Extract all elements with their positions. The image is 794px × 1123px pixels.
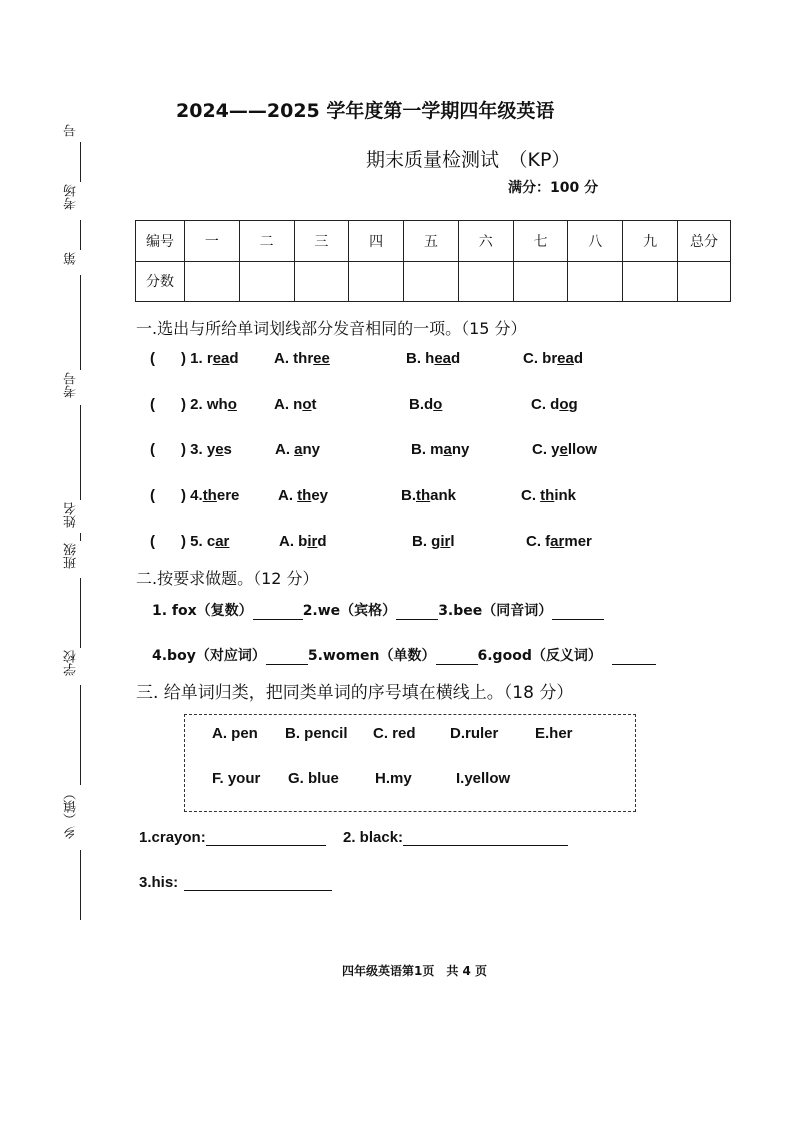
word-bank-item: H.my xyxy=(375,770,412,787)
question-number: ) 2. xyxy=(181,396,203,413)
side-line xyxy=(80,142,81,182)
table-cell: 一 xyxy=(185,221,240,262)
option-underlined-part: th xyxy=(540,487,555,504)
word-underlined-part: e xyxy=(215,441,224,458)
answer-blank[interactable] xyxy=(184,876,332,891)
page-footer: 四年级英语第1页 共 4 页 xyxy=(342,964,488,978)
score-table xyxy=(135,220,731,302)
table-cell: 五 xyxy=(404,221,459,262)
side-label-kaochang: 考场 xyxy=(64,184,79,210)
word-bank-item: A. pen xyxy=(212,725,258,742)
table-cell: 九 xyxy=(623,221,678,262)
option-part: l xyxy=(450,533,455,550)
option-part: ny xyxy=(451,441,470,458)
word-part: y xyxy=(206,441,216,458)
option-part: B.d xyxy=(409,396,434,413)
option-underlined-part: ee xyxy=(313,350,330,367)
option-part: A. thr xyxy=(274,350,314,367)
word-underlined-part: o xyxy=(227,396,237,413)
table-cell: 六 xyxy=(458,221,513,262)
option-underlined-part: ir xyxy=(307,533,318,550)
question-label: 4.boy（对应词） xyxy=(152,648,266,664)
section2-row1 xyxy=(152,600,604,620)
classify-label: 2. black: xyxy=(343,829,404,846)
option-part: t xyxy=(311,396,317,413)
option-c xyxy=(532,441,597,458)
option-a xyxy=(274,350,330,367)
option-part: A. b xyxy=(279,533,308,550)
side-label-xingming: 姓名 xyxy=(64,502,79,528)
answer-blank[interactable] xyxy=(266,650,308,665)
answer-paren[interactable] xyxy=(150,487,155,504)
score-cell[interactable] xyxy=(185,261,240,302)
option-b xyxy=(412,533,455,550)
score-cell[interactable] xyxy=(349,261,404,302)
side-line xyxy=(80,275,81,370)
question-number: ) 4. xyxy=(181,487,203,504)
word-bank-item: E.her xyxy=(535,725,573,742)
option-b xyxy=(409,396,442,413)
exam-subtitle: 期末质量检测试 （KP） xyxy=(366,149,571,171)
option-c xyxy=(531,396,578,413)
side-label-banji: 班级 xyxy=(64,543,79,569)
score-cell[interactable] xyxy=(458,261,513,302)
option-c xyxy=(521,487,576,504)
answer-blank[interactable] xyxy=(552,605,604,620)
answer-paren[interactable] xyxy=(150,396,155,413)
question-word xyxy=(181,350,239,367)
word-underlined-part: ar xyxy=(215,533,230,550)
option-part: d xyxy=(573,350,584,367)
table-cell: 七 xyxy=(513,221,568,262)
question-word xyxy=(181,441,232,458)
option-underlined-part: o xyxy=(433,396,443,413)
option-part: llow xyxy=(567,441,598,458)
score-cell[interactable] xyxy=(513,261,568,302)
word-bank-item: F. your xyxy=(212,770,261,787)
option-part: ank xyxy=(430,487,457,504)
question-number: ) 5. xyxy=(181,533,203,550)
answer-blank[interactable] xyxy=(436,650,478,665)
answer-paren[interactable] xyxy=(150,533,155,550)
answer-blank[interactable] xyxy=(612,650,656,665)
word-bank-item: G. blue xyxy=(288,770,339,787)
classify-label: 3.his: xyxy=(139,874,179,891)
option-b xyxy=(401,487,456,504)
answer-blank[interactable] xyxy=(403,831,568,846)
option-underlined-part: ea xyxy=(557,350,574,367)
option-part: d xyxy=(451,350,461,367)
option-underlined-part: e xyxy=(559,441,568,458)
score-cell[interactable] xyxy=(623,261,678,302)
score-cell[interactable] xyxy=(404,261,459,302)
table-cell: 八 xyxy=(568,221,623,262)
option-part: B. g xyxy=(412,533,441,550)
option-part: A. n xyxy=(274,396,303,413)
score-cell[interactable] xyxy=(294,261,349,302)
table-cell: 四 xyxy=(349,221,404,262)
option-a xyxy=(275,441,320,458)
word-bank-box xyxy=(184,714,636,812)
section3-title: 三. 给单词归类，把同类单词的序号填在横线上。（18 分） xyxy=(136,683,574,703)
section2-row2 xyxy=(152,645,656,665)
question-number: ) 1. xyxy=(181,350,203,367)
table-cell: 三 xyxy=(294,221,349,262)
side-line xyxy=(80,850,81,920)
option-part: A. xyxy=(275,441,295,458)
word-underlined-part: ea xyxy=(212,350,230,367)
side-line xyxy=(80,685,81,785)
word-bank-item: I.yellow xyxy=(456,770,511,787)
answer-paren[interactable] xyxy=(150,350,155,367)
score-table-score-row xyxy=(136,261,731,302)
option-b xyxy=(411,441,469,458)
question-label: 6.good（反义词） xyxy=(477,648,602,664)
word-bank-item: D.ruler xyxy=(450,725,499,742)
question-word xyxy=(181,533,229,550)
paren-text: ( xyxy=(150,487,155,504)
section1-title: 一.选出与所给单词划线部分发音相同的一项。（15 分） xyxy=(136,319,527,338)
option-part: d xyxy=(317,533,327,550)
answer-blank[interactable] xyxy=(206,831,326,846)
word-underlined-part: th xyxy=(202,487,217,504)
question-label: 1. fox（复数） xyxy=(152,603,253,619)
paren-text: ( xyxy=(150,396,155,413)
answer-blank[interactable] xyxy=(253,605,303,620)
full-mark: 满分：100 分 xyxy=(508,180,599,196)
option-part: B. m xyxy=(411,441,444,458)
section2-title: 二.按要求做题。（12 分） xyxy=(136,569,319,588)
word-part: c xyxy=(206,533,216,550)
side-label-kaohao: 考号 xyxy=(64,372,79,398)
answer-blank[interactable] xyxy=(396,605,438,620)
option-c xyxy=(526,533,592,550)
option-underlined-part: o xyxy=(559,396,569,413)
word-part: ere xyxy=(216,487,240,504)
word-bank-item: C. red xyxy=(373,725,416,742)
score-cell[interactable] xyxy=(678,261,731,302)
question-label: 3.bee（同音词） xyxy=(438,603,553,619)
word-part: r xyxy=(206,350,213,367)
side-label-xuexiao: 学校 xyxy=(64,650,79,676)
exam-title: 2024——2025 学年度第一学期四年级英语 xyxy=(176,100,555,122)
side-label-xiangzhen: 乡（镇） xyxy=(64,787,79,839)
option-part: g xyxy=(568,396,578,413)
option-part: A. xyxy=(278,487,298,504)
table-cell: 总分 xyxy=(678,221,731,262)
option-b xyxy=(406,350,460,367)
side-line xyxy=(80,405,81,500)
side-label-hao: 号 xyxy=(64,124,79,137)
option-underlined-part: ea xyxy=(434,350,452,367)
side-line xyxy=(80,533,81,541)
option-part: C. d xyxy=(531,396,560,413)
question-label: 5.women（单数） xyxy=(307,648,436,664)
question-label: 2.we（宾格） xyxy=(302,603,397,619)
option-part: ey xyxy=(311,487,329,504)
paren-text: ( xyxy=(150,533,155,550)
option-underlined-part: th xyxy=(297,487,312,504)
option-a xyxy=(278,487,328,504)
classify-row1 xyxy=(139,829,326,846)
option-part: mer xyxy=(564,533,592,550)
paren-text: ( xyxy=(150,350,155,367)
classify-row3 xyxy=(139,874,332,891)
option-a xyxy=(274,396,317,413)
score-cell[interactable] xyxy=(239,261,294,302)
option-part: C. br xyxy=(523,350,558,367)
option-c xyxy=(523,350,583,367)
option-underlined-part: a xyxy=(294,441,303,458)
option-part: ink xyxy=(554,487,577,504)
option-underlined-part: a xyxy=(443,441,452,458)
question-word xyxy=(181,396,237,413)
word-part: wh xyxy=(206,396,228,413)
option-part: ny xyxy=(302,441,321,458)
side-line xyxy=(80,578,81,648)
option-underlined-part: ir xyxy=(440,533,451,550)
option-a xyxy=(279,533,327,550)
option-underlined-part: o xyxy=(302,396,312,413)
question-number: ) 3. xyxy=(181,441,203,458)
answer-paren[interactable] xyxy=(150,441,155,458)
question-word xyxy=(181,487,239,504)
option-part: B. xyxy=(401,487,416,504)
option-part: C. f xyxy=(526,533,551,550)
table-cell: 编号 xyxy=(136,221,185,262)
classify-label: 1.crayon: xyxy=(139,829,206,846)
score-cell[interactable] xyxy=(568,261,623,302)
option-part: C. y xyxy=(532,441,560,458)
word-bank-item: B. pencil xyxy=(285,725,348,742)
word-part: s xyxy=(223,441,232,458)
paren-text: ( xyxy=(150,441,155,458)
option-part: B. h xyxy=(406,350,435,367)
classify-row2 xyxy=(343,829,568,846)
score-table-header-row xyxy=(136,221,731,262)
option-underlined-part: th xyxy=(416,487,431,504)
table-cell: 分数 xyxy=(136,261,185,302)
side-label-di: 第 xyxy=(64,252,79,265)
option-part: C. xyxy=(521,487,541,504)
table-cell: 二 xyxy=(239,221,294,262)
side-line xyxy=(80,220,81,250)
word-part: d xyxy=(229,350,239,367)
option-underlined-part: ar xyxy=(550,533,565,550)
